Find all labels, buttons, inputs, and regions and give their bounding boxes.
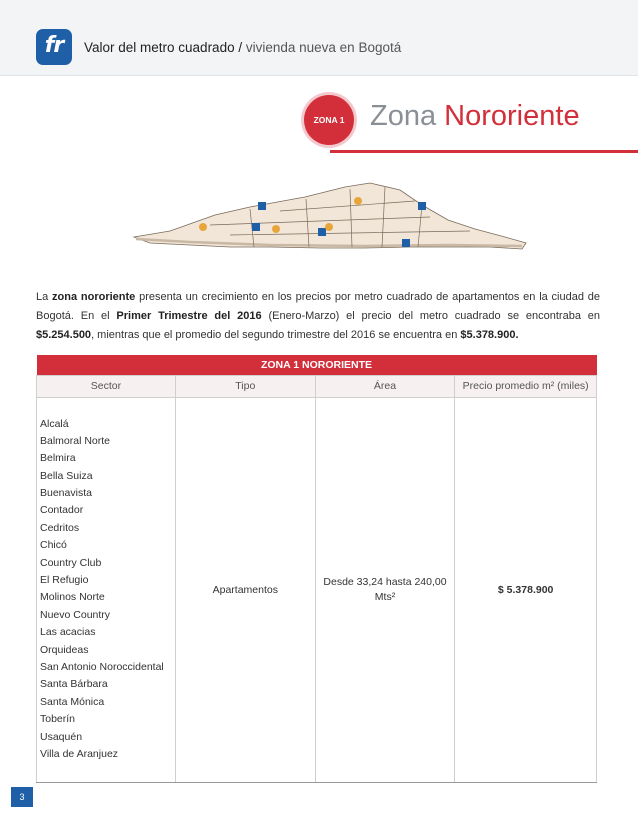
header-title-separator: / [234,40,246,55]
sector-item: Buenavista [40,487,92,500]
sector-item: Villa de Aranjuez [40,747,119,760]
intro-bold: Primer Trimestre del 2016 [116,310,262,322]
page-number: 3 [11,787,33,807]
zone-badge: ZONA 1 [304,95,354,145]
map-poi-icon [325,223,333,231]
sector-item: El Refugio [40,574,89,587]
sector-item: Nuevo Country [40,608,111,621]
sector-item: Usaquén [40,730,83,743]
zone-title-accent: Nororiente [444,100,580,132]
sector-item: Orquideas [40,643,89,656]
sector-item: Molinos Norte [40,591,105,604]
map-hospital-icon [318,228,326,236]
column-header-tipo: Tipo [175,375,315,397]
sector-list-cell [37,397,176,782]
map-hospital-icon [418,202,426,210]
map-hospital-icon [402,239,410,247]
sector-item: San Antonio Noroccidental [40,660,164,673]
column-header-area: Área [315,375,455,397]
intro-text: presenta un crecimiento en los precios por metro cuadrado de apartamentos en la ciudad de Bogotá. En el [36,291,600,322]
sector-item: Bella Suiza [40,469,93,482]
map-poi-icon [354,197,362,205]
intro-text: (Enero-Marzo) el precio del metro cuadrado se encontraba en [261,310,600,322]
sector-item: Contador [40,504,84,517]
zone-table [36,355,597,783]
sector-item: Cedritos [40,521,80,534]
sector-item: Chicó [40,539,67,552]
sector-item: Santa Mónica [40,695,105,708]
sector-item: Santa Bárbara [40,678,108,691]
header-title-sub: vivienda nueva en Bogotá [245,40,402,55]
map-zone-area [134,183,526,249]
zone-title-rule [330,150,638,153]
intro-bold: zona nororiente [52,291,136,303]
column-header-precio: Precio promedio m² (miles) [455,375,597,397]
tipo-cell: Apartamentos [175,397,315,782]
intro-bold: $5.378.900. [460,329,519,341]
area-cell: Desde 33,24 hasta 240,00 Mts² [315,397,455,782]
sector-item: Belmira [40,452,76,465]
brand-logo: fr [36,29,72,65]
table-title: ZONA 1 NORORIENTE [37,355,597,375]
column-header-sector: Sector [37,375,176,397]
header-title [84,40,401,55]
sector-item: Alcalá [40,417,69,430]
top-bar [0,0,638,76]
map-poi-icon [199,223,207,231]
zone-map [130,165,530,265]
sector-item: Balmoral Norte [40,434,111,447]
intro-bold: $5.254.500 [36,329,92,341]
map-poi-icon [272,225,280,233]
precio-cell: $ 5.378.900 [455,397,597,782]
footer-rule [36,782,597,783]
intro-text: , mientras que el promedio del segundo trimestre del 2016 se encuentra en [91,329,461,341]
zone-title [370,100,580,133]
sector-item: Toberín [40,713,76,726]
zone-title-prefix: Zona [370,100,445,132]
sector-item: Las acacias [40,626,96,639]
header-title-main: Valor del metro cuadrado [84,40,235,55]
map-hospital-icon [252,223,260,231]
sector-item: Country Club [40,556,102,569]
map-hospital-icon [258,202,266,210]
intro-text: La [36,291,53,303]
intro-paragraph [36,288,600,345]
